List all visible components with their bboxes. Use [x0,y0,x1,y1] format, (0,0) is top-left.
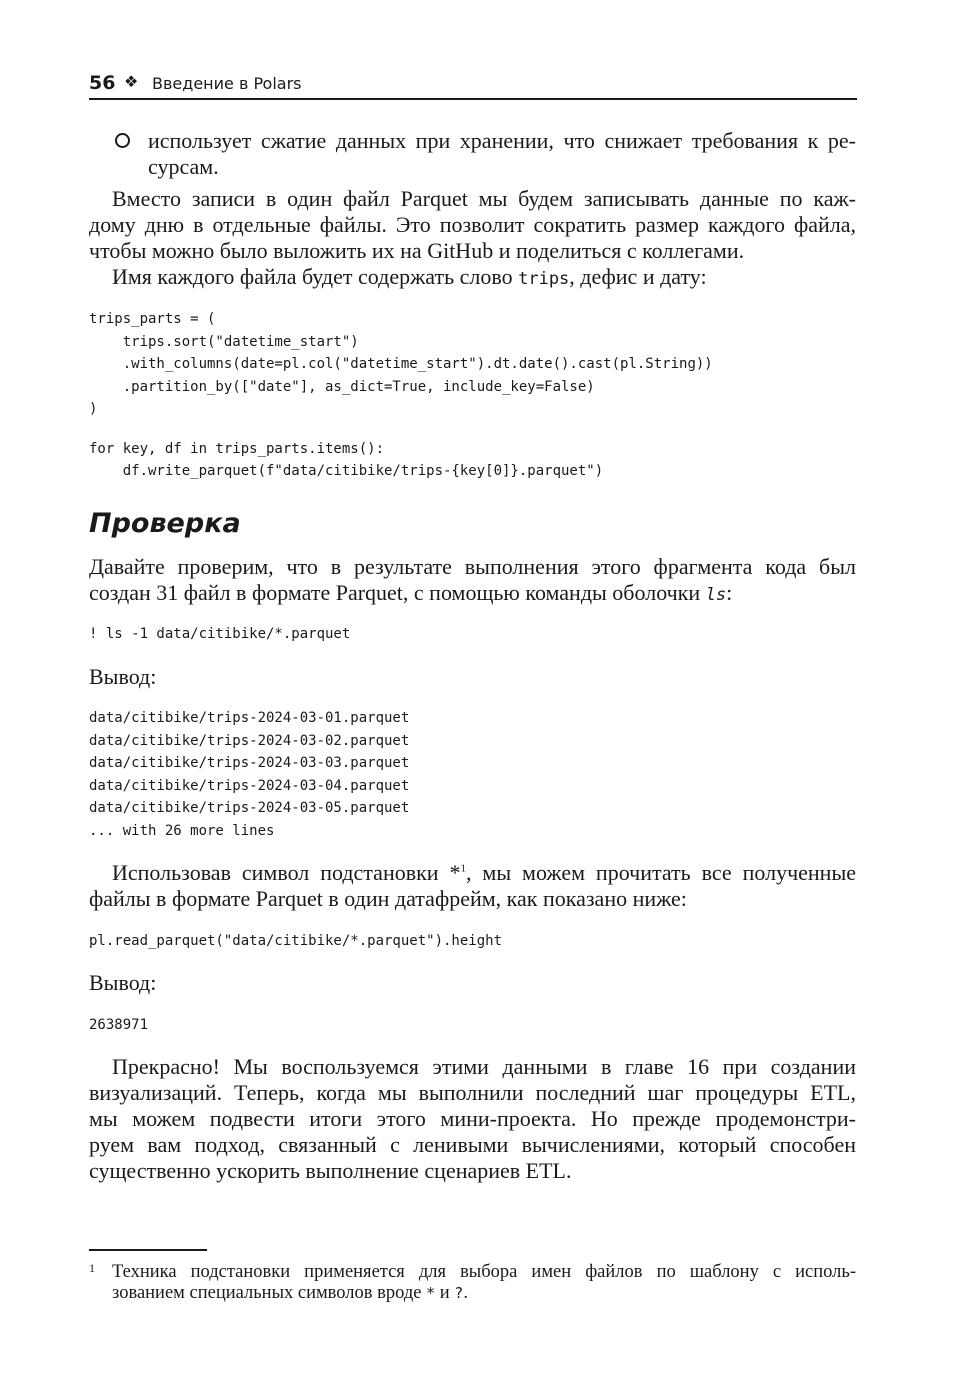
footnote-text-mid: и [435,1283,455,1303]
paragraph-5-line-2: визуализаций. Теперь, когда мы выполнили последний шаг процедуры ETL, [89,1080,856,1105]
page-number: 56 [89,72,116,94]
paragraph-3-text-before: создан 31 файл в формате Parquet, с помощью команды оболочки [89,580,706,605]
output-label-2: Вывод: [89,970,157,995]
code-ls-command: ! ls -1 data/citibike/*.parquet [89,626,351,642]
paragraph-1-line-3: чтобы можно было выложить их на GitHub и поделиться с коллегами. [89,238,745,263]
code-line: .partition_by(["date"], as_dict=True, include_key=False) [89,378,595,395]
code-line: for key, df in trips_parts.items(): [89,440,385,457]
footnote-line-1: Техника подстановки применяется для выбора имен файлов по шаблону с исполь- [112,1262,856,1282]
paragraph-4-line-2: файлы в формате Parquet в один датафрейм, как показано ниже: [89,886,687,911]
ornament-icon: ❖ [124,72,139,91]
paragraph-3-line-2 [89,580,732,608]
code-height-output: 2638971 [89,1017,149,1033]
output-line: data/citibike/trips-2024-03-03.parquet [89,755,410,771]
output-label-1: Вывод: [89,664,157,689]
footnote-line-2 [112,1283,468,1304]
output-line: data/citibike/trips-2024-03-04.parquet [89,777,410,794]
footnote-reference: 1 [460,862,466,875]
inline-code-asterisk: * [426,1284,436,1302]
paragraph-3-text-after: : [726,580,733,605]
footnote-mark: 1 [89,1261,95,1275]
paragraph-5-line-1: Прекрасно! Мы воспользуемся этими данными в главе 16 при создании [112,1054,856,1079]
code-line [89,421,713,438]
code-line: .with_columns(date=pl.col("datetime_start").dt.date().cast(pl.String)) [89,356,713,372]
bullet-circle-icon [115,133,130,148]
paragraph-5-line-3: мы можем подвести итоги этого мини-проекта. Но прежде продемонстри- [89,1106,856,1131]
bullet-line-2: сурсам. [148,154,219,179]
bullet-line-1: использует сжатие данных при хранении, что снижает требования к ре- [148,128,856,153]
code-line: ) [89,401,98,417]
paragraph-2 [112,264,707,292]
output-line: ... with 26 more lines [89,822,275,839]
code-line: trips_parts = ( [89,311,216,327]
section-title: Проверка [89,508,241,539]
inline-code-ls: ls [705,585,727,605]
inline-code-trips: trips [518,269,570,289]
footnote-rule [89,1249,207,1251]
paragraph-3-line-1: Давайте проверим, что в результате выполнения этого фрагмента кода был [89,554,856,579]
code-block-partition [89,308,713,483]
paragraph-4-text-before: Использовав символ подстановки * [112,860,461,885]
inline-code-question: ? [454,1284,464,1302]
output-line: data/citibike/trips-2024-03-02.parquet [89,732,410,749]
running-header [89,70,857,100]
footnote-text-after: . [463,1283,468,1303]
footnote-text-before: зованием специальных символов вроде [112,1283,427,1303]
chapter-title: Введение в Polars [152,74,302,93]
paragraph-5-line-5: существенно ускорить выполнение сценариев ETL. [89,1158,572,1183]
code-line: df.write_parquet(f"data/citibike/trips-{key[0]}.parquet") [89,463,604,479]
paragraph-1-line-1: Вместо записи в один файл Parquet мы будем записывать данные по каж- [112,186,856,211]
code-line: trips.sort("datetime_start") [89,333,359,350]
paragraph-2-text-before: Имя каждого файла будет содержать слово [112,264,519,289]
code-read-parquet: pl.read_parquet("data/citibike/*.parquet").height [89,933,503,949]
paragraph-5-line-4: руем вам подход, связанный с ленивыми вычислениями, который способен [89,1132,856,1157]
paragraph-2-text-after: , дефис и дату: [569,264,707,289]
output-line: data/citibike/trips-2024-03-05.parquet [89,800,410,816]
paragraph-1-line-2: дому дню в отдельные файлы. Это позволит сократить размер каждого файла, [89,212,856,237]
paragraph-4-text-after: , мы можем прочитать все полученные [465,860,856,885]
output-line: data/citibike/trips-2024-03-01.parquet [89,710,410,726]
paragraph-4-line-1 [112,860,856,886]
code-ls-output [89,707,409,842]
